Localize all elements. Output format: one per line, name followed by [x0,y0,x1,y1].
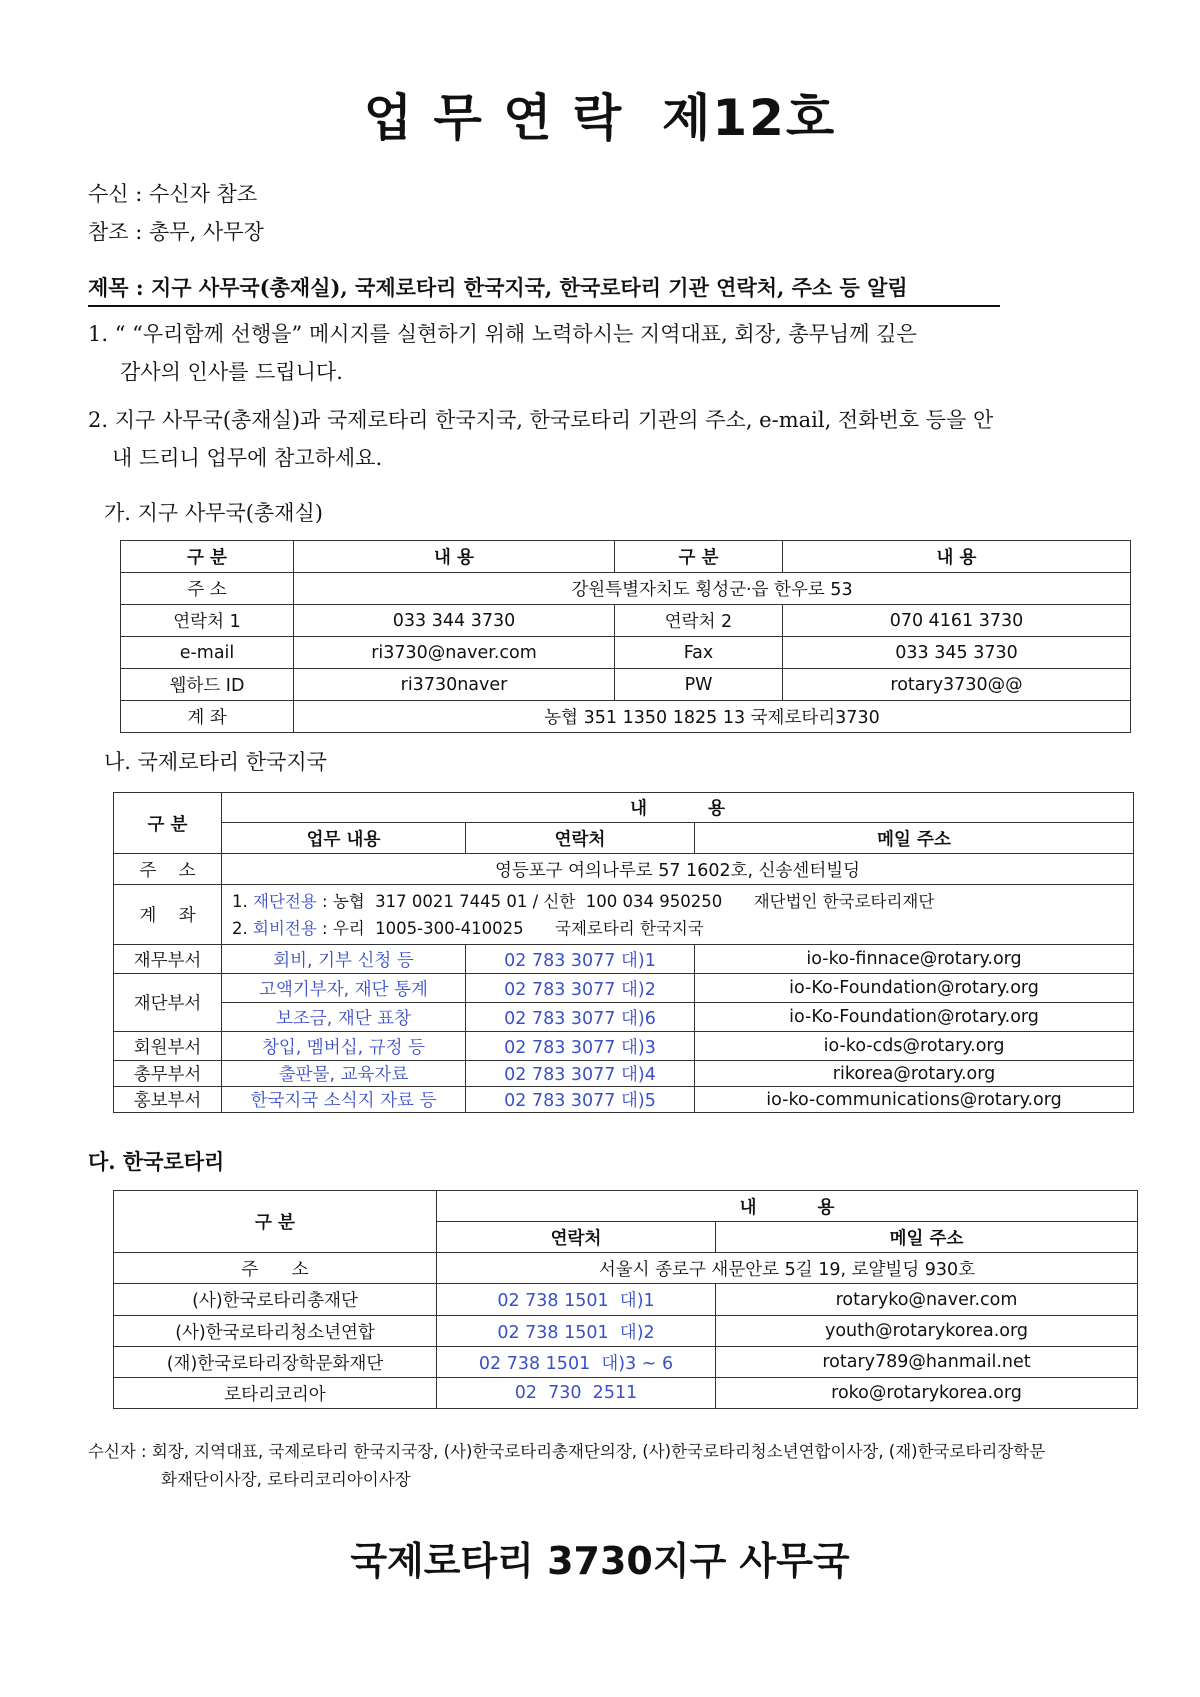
table-row [114,1378,1138,1409]
table-row [114,1061,1134,1087]
account-value: 농협 351 1350 1825 13 국제로타리3730 [294,701,1131,733]
table-row [121,573,1131,605]
table-row [114,1253,1138,1284]
account-tag: 재단전용 [253,891,317,911]
section-a-heading: 가. 지구 사무국(총재실) [104,501,323,525]
address-value: 영등포구 여의나루로 57 1602호, 신송센터빌딩 [222,854,1134,885]
header-content: 내 용 [222,793,1134,823]
table-row [114,854,1134,885]
list-number: 1. [232,891,253,911]
org-name: (사)한국로타리총재단 [114,1284,437,1316]
table-row [121,701,1131,733]
header-category: 구 분 [121,541,294,573]
table-row [114,1032,1134,1061]
list-number: 2. [232,918,253,938]
header-phone: 연락처 [466,823,695,854]
paragraph-1-line-2: 감사의 인사를 드립니다. [120,360,343,384]
dept-phone: 02 783 3077 대)3 [466,1032,695,1061]
dept-name: 재단부서 [114,974,222,1032]
table-row [121,605,1131,637]
password-value: rotary3730@@ [783,669,1131,701]
row-value: 033 344 3730 [294,605,615,637]
address-value: 강원특별자치도 횡성군·읍 한우로 53 [294,573,1131,605]
header-category: 구 분 [114,1191,437,1253]
dept-name: 총무부서 [114,1061,222,1087]
address-value: 서울시 종로구 새문안로 5길 19, 로얄빌딩 930호 [437,1253,1138,1284]
issuer-signature: 국제로타리 3730지구 사무국 [350,1539,850,1583]
paragraph-2-line-1: 2. 지구 사무국(총재실)과 국제로타리 한국지국, 한국로타리 기관의 주소, e-mail, 전화번호 등을 안 [88,408,994,432]
dept-task: 창입, 멤버십, 규정 등 [222,1032,466,1061]
table-row [114,1284,1138,1316]
dept-task: 한국지국 소식지 자료 등 [222,1087,466,1113]
header-content: 내 용 [294,541,615,573]
paragraph-2 [88,401,1128,477]
address-label: 주 소 [114,854,222,885]
org-email: youth@rotarykorea.org [716,1316,1138,1347]
account-details [222,885,1134,945]
org-email: roko@rotarykorea.org [716,1378,1138,1409]
account-text: : 농협 317 0021 7445 01 / 신한 100 034 950250 재단법인 한국로타리재단 [316,891,935,911]
dept-email: rikorea@rotary.org [695,1061,1134,1087]
address-label: 주 소 [114,1253,437,1284]
korea-rotary-table [113,1190,1138,1409]
section-c-heading: 다. 한국로타리 [88,1149,225,1174]
row-label: 웹하드 ID [121,669,294,701]
table-row [114,1087,1134,1113]
header-content: 내 용 [783,541,1131,573]
dept-email: io-ko-cds@rotary.org [695,1032,1134,1061]
dept-phone: 02 783 3077 대)6 [466,1003,695,1032]
recipients-line-1: 수신자 : 회장, 지역대표, 국제로타리 한국지국장, (사)한국로타리총재단의장, (사)한국로타리청소년연합이사장, (재)한국로타리장학문 [88,1442,1046,1461]
dept-email: io-Ko-Foundation@rotary.org [695,974,1134,1003]
row-label: 연락처 2 [615,605,783,637]
paragraph-1 [88,315,1128,391]
table-row [114,1003,1134,1032]
header-category: 구 분 [114,793,222,854]
org-name: (재)한국로타리장학문화재단 [114,1347,437,1378]
reference-line: 참조 : 총무, 사무장 [88,220,264,244]
table-row [114,1316,1138,1347]
document-title: 업 무 연 락 제12호 [363,89,837,147]
header-content: 내 용 [437,1191,1138,1222]
dept-name: 재무부서 [114,945,222,974]
org-phone: 02 738 1501 대)1 [437,1284,716,1316]
org-phone: 02 738 1501 대)2 [437,1316,716,1347]
header-category: 구 분 [615,541,783,573]
table-row [114,974,1134,1003]
org-email: rotaryko@naver.com [716,1284,1138,1316]
dept-task: 출판물, 교육자료 [222,1061,466,1087]
dept-phone: 02 783 3077 대)2 [466,974,695,1003]
table-row [121,669,1131,701]
table-header-row [114,1191,1138,1222]
row-label: 연락처 1 [121,605,294,637]
paragraph-2-line-2: 내 드리니 업무에 참고하세요. [112,446,383,470]
account-text: : 우리 1005-300-410025 국제로타리 한국지국 [316,918,704,938]
header-phone: 연락처 [437,1222,716,1253]
dept-email: io-Ko-Foundation@rotary.org [695,1003,1134,1032]
dept-task: 보조금, 재단 표창 [222,1003,466,1032]
dept-phone: 02 783 3077 대)1 [466,945,695,974]
dept-phone: 02 783 3077 대)4 [466,1061,695,1087]
table-header-row [121,541,1131,573]
email-value: ri3730@naver.com [294,637,615,669]
paragraph-1-line-1: 1. “ “우리함께 선행을” 메시지를 실현하기 위해 노력하시는 지역대표, 회장, 총무님께 깊은 [88,322,917,346]
dept-email: io-ko-communications@rotary.org [695,1087,1134,1113]
table-row [114,945,1134,974]
recipients-footer [88,1438,1045,1494]
row-value: 070 4161 3730 [783,605,1131,637]
table-row [121,637,1131,669]
district-office-table [120,540,1131,733]
dept-phone: 02 783 3077 대)5 [466,1087,695,1113]
dept-name: 홍보부서 [114,1087,222,1113]
rotary-korea-office-table [113,792,1134,1113]
account-tag: 회비전용 [253,918,317,938]
subject-line: 제목 : 지구 사무국(총재실), 국제로타리 한국지국, 한국로타리 기관 연락처, 주소 등 알림 [88,272,1000,307]
org-phone: 02 730 2511 [437,1378,716,1409]
table-row [114,885,1134,945]
address-label: 주 소 [121,573,294,605]
org-phone: 02 738 1501 대)3 ~ 6 [437,1347,716,1378]
dept-email: io-ko-finnace@rotary.org [695,945,1134,974]
fax-value: 033 345 3730 [783,637,1131,669]
row-label: PW [615,669,783,701]
table-subheader-row [114,823,1134,854]
header-email: 메일 주소 [695,823,1134,854]
header-email: 메일 주소 [716,1222,1138,1253]
account-label: 계 좌 [121,701,294,733]
dept-task: 회비, 기부 신청 등 [222,945,466,974]
account-label: 계 좌 [114,885,222,945]
header-task: 업무 내용 [222,823,466,854]
org-name: (사)한국로타리청소년연합 [114,1316,437,1347]
table-header-row [114,793,1134,823]
recipient-line: 수신 : 수신자 참조 [88,182,258,206]
account-line-1 [232,888,1133,915]
dept-task: 고액기부자, 재단 통계 [222,974,466,1003]
webhard-id-value: ri3730naver [294,669,615,701]
org-email: rotary789@hanmail.net [716,1347,1138,1378]
dept-name: 회원부서 [114,1032,222,1061]
row-label: e-mail [121,637,294,669]
account-line-2 [232,915,1133,942]
org-name: 로타리코리아 [114,1378,437,1409]
recipients-line-2: 화재단이사장, 로타리코리아이사장 [161,1470,411,1489]
section-b-heading: 나. 국제로타리 한국지국 [104,750,327,774]
table-row [114,1347,1138,1378]
row-label: Fax [615,637,783,669]
